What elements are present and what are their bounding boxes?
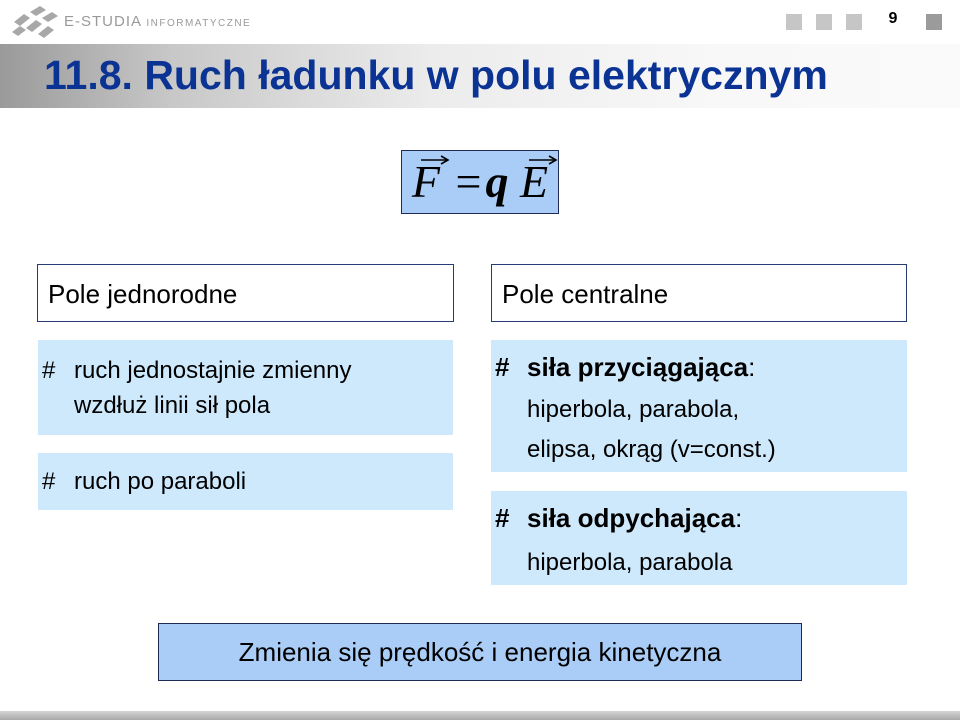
brand-sub: INFORMATYCZNE — [146, 18, 252, 29]
slide-title: 11.8. Ruch ładunku w polu elektrycznym — [44, 52, 828, 98]
footer-bar — [0, 711, 960, 720]
conclusion-box: Zmienia się prędkość i energia kinetyczna — [158, 623, 802, 681]
right-box2-title — [527, 501, 742, 535]
right-box1-line1: hiperbola, parabola, — [527, 396, 740, 423]
right-info-box-1 — [491, 340, 907, 472]
nav-previous-button[interactable] — [816, 14, 832, 30]
bullet-hash: # — [42, 468, 56, 495]
nav-next-button[interactable] — [846, 14, 862, 30]
bullet-hash: # — [495, 503, 510, 533]
repulsive-force-label: siła odpychająca — [527, 503, 736, 533]
force-vector — [412, 151, 440, 213]
right-box2-line1: hiperbola, parabola — [527, 549, 733, 576]
left-box2-line1: ruch po paraboli — [74, 468, 247, 495]
vector-arrow-icon — [420, 155, 450, 165]
left-info-box-2 — [38, 453, 453, 510]
title-colon: : — [748, 352, 756, 382]
formula-charge: q — [485, 156, 509, 207]
title-colon: : — [735, 503, 743, 533]
page-number: 9 — [888, 10, 898, 27]
formula-field: E — [519, 156, 549, 207]
right-box1-title — [527, 350, 755, 384]
left-box1-line2: wzdłuż linii sił pola — [74, 392, 271, 419]
formula-box — [401, 150, 559, 214]
brand-text — [64, 13, 251, 30]
vector-arrow-icon — [528, 155, 558, 165]
nav-last-button[interactable] — [926, 14, 942, 30]
field-vector — [520, 151, 548, 213]
right-info-box-2 — [491, 491, 907, 585]
bullet-hash: # — [42, 357, 56, 384]
bullet-hash: # — [495, 352, 510, 382]
attractive-force-label: siła przyciągająca — [527, 352, 749, 382]
right-box1-line2: elipsa, okrąg (v=const.) — [527, 436, 776, 463]
right-header: Pole centralne — [491, 264, 907, 322]
left-header: Pole jednorodne — [37, 264, 454, 322]
formula-equals: = — [455, 156, 482, 207]
formula-force: F — [411, 156, 441, 207]
e-studia-logo-icon — [8, 4, 60, 40]
left-info-box-1 — [38, 340, 453, 435]
left-box1-line1: ruch jednostajnie zmienny — [74, 357, 352, 384]
nav-first-button[interactable] — [786, 14, 802, 30]
brand-main: E-STUDIA — [64, 13, 142, 30]
